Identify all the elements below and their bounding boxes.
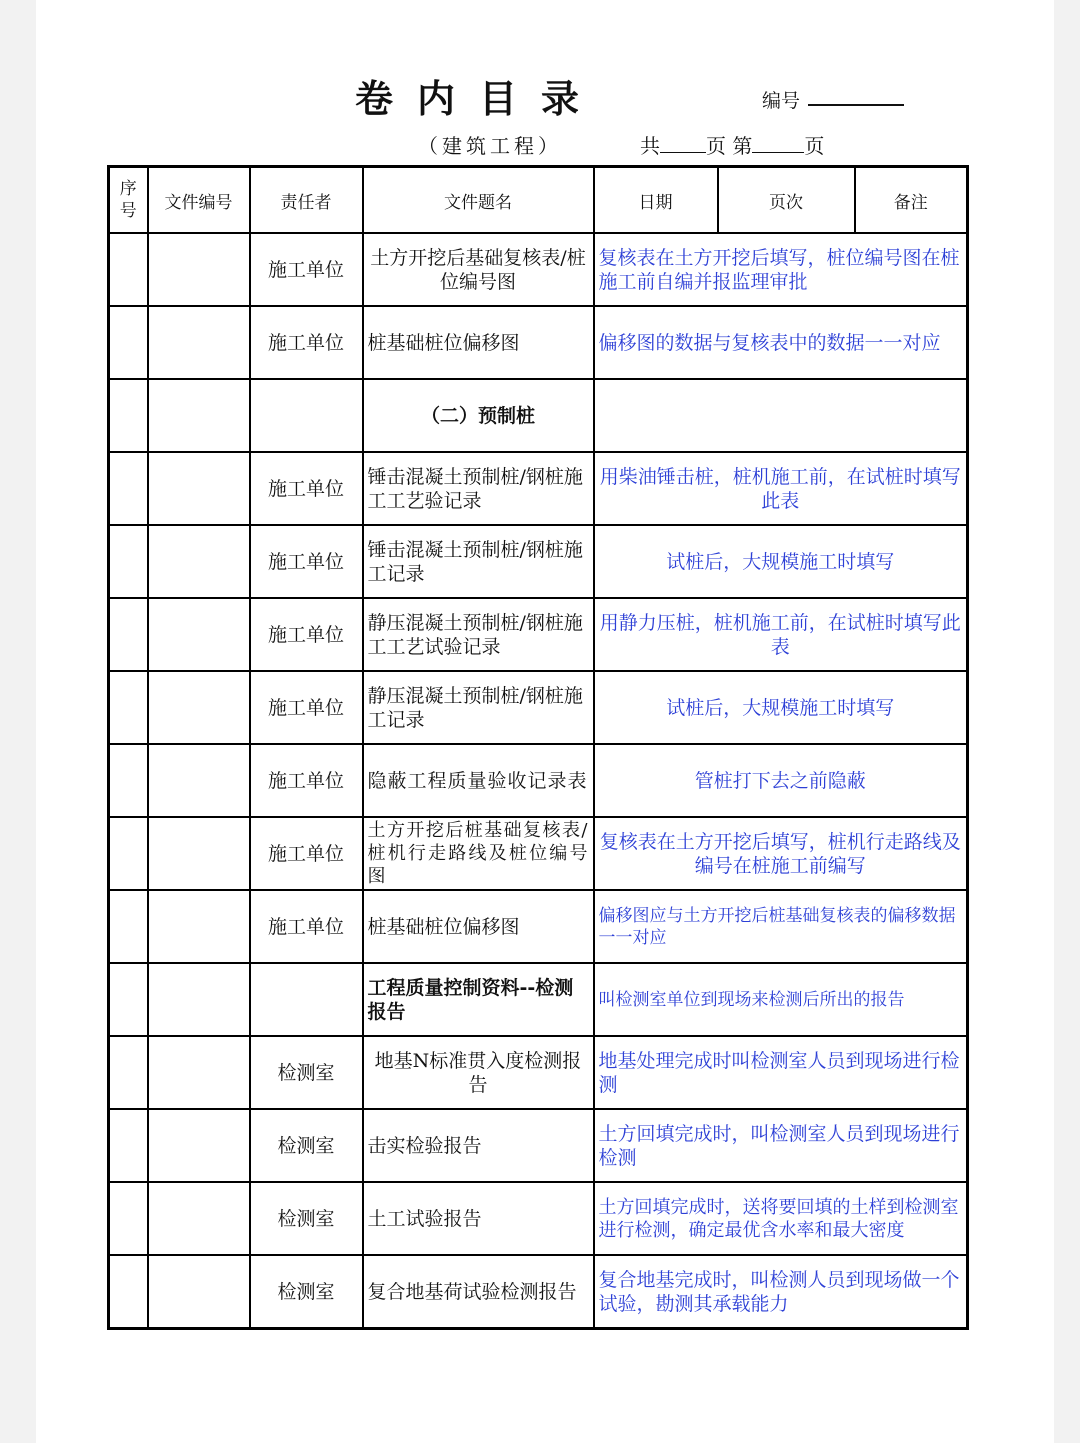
page-count bbox=[640, 130, 824, 159]
header-file-title: 文件题名 bbox=[363, 167, 594, 234]
responsible-cell: 施工单位 bbox=[250, 744, 363, 817]
table-row bbox=[109, 671, 968, 744]
responsible-cell: 施工单位 bbox=[250, 890, 363, 963]
file-no-cell bbox=[148, 1109, 250, 1182]
file-title-cell: 土方开挖后基础复核表/桩位编号图 bbox=[363, 233, 594, 306]
file-title-cell: 土工试验报告 bbox=[363, 1182, 594, 1255]
table-row bbox=[109, 1255, 968, 1329]
note-cell: 偏移图的数据与复核表中的数据一一对应 bbox=[594, 306, 968, 379]
header-seq: 序号 bbox=[109, 167, 148, 234]
note-cell: 试桩后，大规模施工时填写 bbox=[594, 671, 968, 744]
header-pages: 页次 bbox=[718, 167, 855, 234]
file-title-cell: 静压混凝土预制桩/钢桩施工工艺试验记录 bbox=[363, 598, 594, 671]
table-row bbox=[109, 1036, 968, 1109]
file-no-cell bbox=[148, 233, 250, 306]
seq-cell bbox=[109, 379, 148, 452]
note-cell: 用静力压桩，桩机施工前，在试桩时填写此表 bbox=[594, 598, 968, 671]
responsible-cell: 施工单位 bbox=[250, 233, 363, 306]
responsible-cell: 检测室 bbox=[250, 1255, 363, 1329]
page-current-blank bbox=[752, 134, 804, 153]
note-cell: 试桩后，大规模施工时填写 bbox=[594, 525, 968, 598]
note-cell bbox=[594, 379, 968, 452]
table-row bbox=[109, 233, 968, 306]
file-no-cell bbox=[148, 890, 250, 963]
file-no-cell bbox=[148, 744, 250, 817]
section-title-cell: 工程质量控制资料--检测报告 bbox=[363, 963, 594, 1036]
number-blank-line bbox=[808, 104, 904, 106]
seq-cell bbox=[109, 598, 148, 671]
table-row bbox=[109, 379, 968, 452]
file-no-cell bbox=[148, 963, 250, 1036]
page-total-prefix: 共 bbox=[640, 134, 660, 158]
page-margin-left bbox=[0, 0, 36, 1443]
seq-cell bbox=[109, 963, 148, 1036]
note-cell: 复合地基完成时，叫检测人员到现场做一个试验，勘测其承载能力 bbox=[594, 1255, 968, 1329]
responsible-cell: 检测室 bbox=[250, 1109, 363, 1182]
responsible-cell: 检测室 bbox=[250, 1182, 363, 1255]
note-cell: 复核表在土方开挖后填写，桩机行走路线及编号在桩施工前编写 bbox=[594, 817, 968, 890]
file-title-cell: 土方开挖后桩基础复核表/桩机行走路线及桩位编号图 bbox=[363, 817, 594, 890]
note-cell: 土方回填完成时，叫检测室人员到现场进行检测 bbox=[594, 1109, 968, 1182]
note-cell: 用柴油锤击桩，桩机施工前，在试桩时填写此表 bbox=[594, 452, 968, 525]
section-title-cell: （二）预制桩 bbox=[363, 379, 594, 452]
note-cell: 复核表在土方开挖后填写，桩位编号图在桩施工前自编并报监理审批 bbox=[594, 233, 968, 306]
seq-cell bbox=[109, 1182, 148, 1255]
seq-cell bbox=[109, 671, 148, 744]
table-row bbox=[109, 1109, 968, 1182]
note-cell: 管桩打下去之前隐蔽 bbox=[594, 744, 968, 817]
header-remark: 备注 bbox=[855, 167, 968, 234]
seq-cell bbox=[109, 1036, 148, 1109]
file-title-cell: 桩基础桩位偏移图 bbox=[363, 890, 594, 963]
file-title-cell: 锤击混凝土预制桩/钢桩施工记录 bbox=[363, 525, 594, 598]
file-no-cell bbox=[148, 306, 250, 379]
page-total-suffix: 页 bbox=[804, 134, 825, 158]
responsible-cell bbox=[250, 379, 363, 452]
seq-cell bbox=[109, 890, 148, 963]
file-title-cell: 复合地基荷试验检测报告 bbox=[363, 1255, 594, 1329]
seq-cell bbox=[109, 525, 148, 598]
table-row bbox=[109, 817, 968, 890]
note-cell: 土方回填完成时，送将要回填的土样到检测室进行检测，确定最优含水率和最大密度 bbox=[594, 1182, 968, 1255]
note-cell: 地基处理完成时叫检测室人员到现场进行检测 bbox=[594, 1036, 968, 1109]
table-row bbox=[109, 525, 968, 598]
header-responsible: 责任者 bbox=[250, 167, 363, 234]
file-no-cell bbox=[148, 525, 250, 598]
table-row bbox=[109, 1182, 968, 1255]
page-total-mid: 页 第 bbox=[706, 134, 753, 158]
seq-cell bbox=[109, 306, 148, 379]
file-title-cell: 地基N标准贯入度检测报告 bbox=[363, 1036, 594, 1109]
responsible-cell bbox=[250, 963, 363, 1036]
table-row bbox=[109, 452, 968, 525]
file-no-cell bbox=[148, 671, 250, 744]
table-header-row bbox=[109, 167, 968, 234]
file-no-cell bbox=[148, 379, 250, 452]
file-no-cell bbox=[148, 1182, 250, 1255]
responsible-cell: 施工单位 bbox=[250, 452, 363, 525]
file-title-cell: 桩基础桩位偏移图 bbox=[363, 306, 594, 379]
responsible-cell: 检测室 bbox=[250, 1036, 363, 1109]
file-title-cell: 锤击混凝土预制桩/钢桩施工工艺验记录 bbox=[363, 452, 594, 525]
seq-cell bbox=[109, 1255, 148, 1329]
seq-cell bbox=[109, 233, 148, 306]
table-row bbox=[109, 598, 968, 671]
responsible-cell: 施工单位 bbox=[250, 306, 363, 379]
seq-cell bbox=[109, 452, 148, 525]
responsible-cell: 施工单位 bbox=[250, 525, 363, 598]
file-no-cell bbox=[148, 1036, 250, 1109]
file-no-cell bbox=[148, 1255, 250, 1329]
file-no-cell bbox=[148, 452, 250, 525]
header-file-no: 文件编号 bbox=[148, 167, 250, 234]
seq-cell bbox=[109, 817, 148, 890]
file-title-cell: 隐蔽工程质量验收记录表 bbox=[363, 744, 594, 817]
table-row bbox=[109, 306, 968, 379]
table-row bbox=[109, 963, 968, 1036]
page-total-blank bbox=[660, 134, 706, 153]
file-title-cell: 击实检验报告 bbox=[363, 1109, 594, 1182]
responsible-cell: 施工单位 bbox=[250, 671, 363, 744]
seq-cell bbox=[109, 744, 148, 817]
seq-cell bbox=[109, 1109, 148, 1182]
file-no-cell bbox=[148, 598, 250, 671]
responsible-cell: 施工单位 bbox=[250, 598, 363, 671]
file-no-cell bbox=[148, 817, 250, 890]
subtitle: （建筑工程） bbox=[418, 134, 562, 158]
note-cell: 叫检测室单位到现场来检测后所出的报告 bbox=[594, 963, 968, 1036]
table-row bbox=[109, 890, 968, 963]
page-title: 卷内目录 bbox=[355, 77, 604, 121]
header-date: 日期 bbox=[594, 167, 718, 234]
file-title-cell: 静压混凝土预制桩/钢桩施工记录 bbox=[363, 671, 594, 744]
responsible-cell: 施工单位 bbox=[250, 817, 363, 890]
table-row bbox=[109, 744, 968, 817]
catalog-table bbox=[107, 165, 969, 1330]
page-margin-right bbox=[1054, 0, 1080, 1443]
number-label: 编号 bbox=[762, 90, 801, 112]
note-cell: 偏移图应与土方开挖后桩基础复核表的偏移数据一一对应 bbox=[594, 890, 968, 963]
